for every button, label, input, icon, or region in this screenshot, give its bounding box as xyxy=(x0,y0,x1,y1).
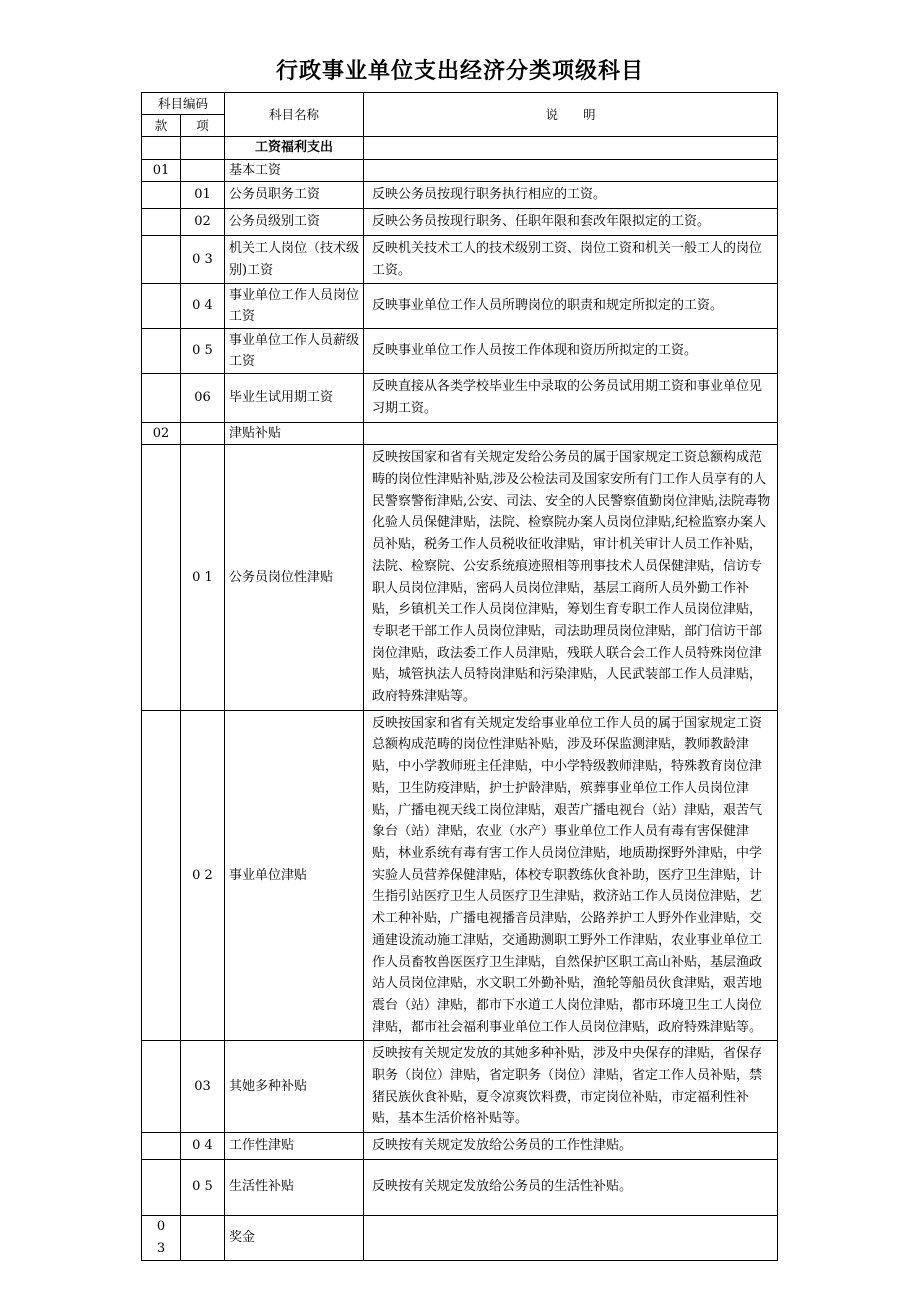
cell-desc: 反映机关技术工人的技术级别工资、岗位工资和机关一般工人的岗位工资。 xyxy=(364,235,778,283)
cell-xiang: 06 xyxy=(181,374,225,422)
cell-desc xyxy=(364,422,778,445)
cell-kuan: 01 xyxy=(142,159,181,182)
cell-kuan xyxy=(142,710,181,1041)
cell-desc: 反映事业单位工作人员所聘岗位的职责和规定所拟定的工资。 xyxy=(364,284,778,329)
cell-kuan: 0 3 xyxy=(142,1215,181,1260)
page-title: 行政事业单位支出经济分类项级科目 xyxy=(275,59,644,84)
cell-kuan xyxy=(142,235,181,283)
cell-xiang xyxy=(181,422,225,445)
cell-kuan xyxy=(142,209,181,236)
cell-kuan xyxy=(142,1133,181,1160)
table-row xyxy=(142,159,778,182)
cell-desc: 反映按有关规定发放的其她多种补贴，涉及中央保存的津贴，省保存职务（岗位）津贴，省定职务（岗位）津贴，省定工作人员补贴，禁猪民族伙食补贴，夏令凉爽饮料费，市定岗位补贴，市定福利性补贴，基本生活价格补贴等。 xyxy=(364,1041,778,1133)
table-row xyxy=(142,235,778,283)
cell-name: 事业单位津贴 xyxy=(225,710,364,1041)
cell-xiang: 0 5 xyxy=(181,329,225,374)
cell-name: 工作性津贴 xyxy=(225,1133,364,1160)
cell-kuan xyxy=(142,329,181,374)
cell-desc: 反映公务员按现行职务执行相应的工资。 xyxy=(364,182,778,209)
cell-name: 机关工人岗位（技术级别)工资 xyxy=(225,235,364,283)
cell-xiang xyxy=(181,159,225,182)
table-row xyxy=(142,137,778,160)
cell-xiang: 02 xyxy=(181,209,225,236)
header-kuan: 款 xyxy=(142,115,181,137)
cell-desc: 反映按有关规定发放给公务员的生活性补贴。 xyxy=(364,1159,778,1215)
cell-name: 公务员岗位性津贴 xyxy=(225,445,364,710)
cell-name: 生活性补贴 xyxy=(225,1159,364,1215)
header-xiang: 项 xyxy=(181,115,225,137)
cell-name: 事业单位工作人员岗位工资 xyxy=(225,284,364,329)
cell-name: 公务员职务工资 xyxy=(225,182,364,209)
table-row xyxy=(142,182,778,209)
cell-kuan xyxy=(142,1041,181,1133)
cell-desc: 反映按国家和省有关规定发给事业单位工作人员的属于国家规定工资总额构成范畴的岗位性津贴补贴，涉及环保监测津贴，教师教龄津贴，中小学教师班主任津贴，中小学特级教师津贴，特殊教育岗位津贴，卫生防疫津贴，护士护龄津贴，殡葬事业单位工作人员岗位津贴，广播电视天线工岗位津贴，艰苦广播电视台（站）津贴，艰苦气象台（站）津贴，农业（水产）事业单位工作人员有毒有害保健津贴，林业系统有毒有害工作人员岗位津贴，地质勘探野外津贴，中学实验人员营养保健津贴，体校专职教练伙食补助，医疗卫生津贴，计生指引站医疗卫生人员医疗卫生津贴，救济站工作人员岗位津贴，艺术工种补贴，广播电视播音员津贴，公路养护工人野外作业津贴，交通建设流动施工津贴，交通勘测职工野外工作津贴，农业事业单位工作人员畜牧兽医医疗卫生津贴，自然保护区职工高山补贴，基层渔政站人员岗位津贴，水文职工外勤补贴，渔轮等船员伙食津贴，艰苦地震台（站）津贴，都市下水道工人岗位津贴，都市环境卫生工人岗位津贴，都市社会福利事业单位工作人员岗位津贴，政府特殊津贴等。 xyxy=(364,710,778,1041)
table-row xyxy=(142,374,778,422)
cell-xiang: 0 1 xyxy=(181,445,225,710)
cell-name: 基本工资 xyxy=(225,159,364,182)
cell-xiang: 01 xyxy=(181,182,225,209)
cell-kuan xyxy=(142,1159,181,1215)
cell-kuan: 02 xyxy=(142,422,181,445)
header-row xyxy=(142,93,778,115)
table-row xyxy=(142,710,778,1041)
header-name: 科目名称 xyxy=(225,93,364,137)
cell-xiang: 0 3 xyxy=(181,235,225,283)
cell-desc: 反映按有关规定发放给公务员的工作性津贴。 xyxy=(364,1133,778,1160)
table-row xyxy=(142,1133,778,1160)
cell-kuan xyxy=(142,445,181,710)
cell-name: 津贴补贴 xyxy=(225,422,364,445)
cell-name: 公务员级别工资 xyxy=(225,209,364,236)
cell-desc: 反映事业单位工作人员按工作体现和资历所拟定的工资。 xyxy=(364,329,778,374)
cell-xiang xyxy=(181,137,225,160)
cell-kuan xyxy=(142,284,181,329)
cell-name: 奖金 xyxy=(225,1215,364,1260)
subject-table xyxy=(141,92,778,1261)
cell-desc: 反映公务员按现行职务、任职年限和套改年限拟定的工资。 xyxy=(364,209,778,236)
table-row xyxy=(142,284,778,329)
table-row xyxy=(142,209,778,236)
table-row xyxy=(142,1041,778,1133)
cell-xiang: 0 2 xyxy=(181,710,225,1041)
table-row xyxy=(142,422,778,445)
cell-name: 事业单位工作人员薪级工资 xyxy=(225,329,364,374)
cell-xiang xyxy=(181,1215,225,1260)
table-row xyxy=(142,1159,778,1215)
cell-desc xyxy=(364,1215,778,1260)
cell-desc: 反映按国家和省有关规定发给公务员的属于国家规定工资总额构成范畴的岗位性津贴补贴,涉及公检法司及国家安所有门工作人员享有的人民警察警衔津贴,公安、司法、安全的人民警察值勤岗位津贴,法院毒物化验人员保健津贴，法院、检察院办案人员岗位津贴,纪检监察办案人员补贴，税务工作人员税收征收津贴，审计机关审计人员工作补贴，法院、检察院、公安系统痕迹照相等刑事技术人员保健津贴，信访专职人员岗位津贴，密码人员岗位津贴，基层工商所人员外勤工作补贴，乡镇机关工作人员岗位津贴，筹划生育专职工作人员岗位津贴，专职老干部工作人员岗位津贴，司法助理员岗位津贴，部门信访干部岗位津贴，政法委工作人员津贴，残联人联合会工作人员特殊岗位津贴，城管执法人员特岗津贴和污染津贴，人民武装部工作人员津贴，政府特殊津贴等。 xyxy=(364,445,778,710)
cell-desc xyxy=(364,159,778,182)
cell-name: 其她多种补贴 xyxy=(225,1041,364,1133)
header-code-group: 科目编码 xyxy=(142,93,225,115)
cell-xiang: 03 xyxy=(181,1041,225,1133)
cell-kuan xyxy=(142,374,181,422)
cell-xiang: 0 5 xyxy=(181,1159,225,1215)
header-desc: 说 明 xyxy=(364,93,778,137)
table-row xyxy=(142,1215,778,1260)
table-row xyxy=(142,445,778,710)
cell-xiang: 0 4 xyxy=(181,284,225,329)
cell-desc: 反映直接从各类学校毕业生中录取的公务员试用期工资和事业单位见习期工资。 xyxy=(364,374,778,422)
cell-kuan xyxy=(142,182,181,209)
cell-xiang: 0 4 xyxy=(181,1133,225,1160)
table-row xyxy=(142,329,778,374)
cell-desc xyxy=(364,137,778,160)
cell-kuan xyxy=(142,137,181,160)
cell-name: 工资福利支出 xyxy=(225,137,364,160)
cell-name: 毕业生试用期工资 xyxy=(225,374,364,422)
